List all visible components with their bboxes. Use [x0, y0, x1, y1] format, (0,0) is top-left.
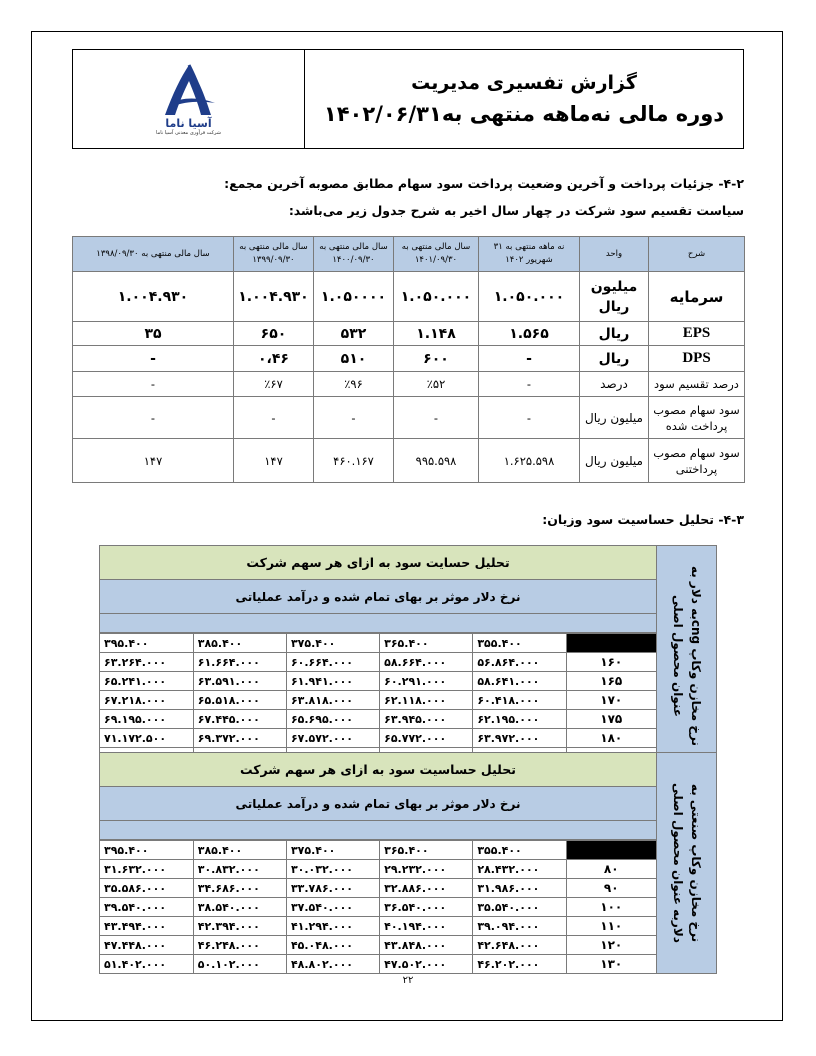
- sensitivity-grid: [100, 840, 656, 973]
- sensitivity-body: [100, 546, 656, 766]
- table-cell: ۳۰.۰۳۲.۰۰۰: [286, 860, 379, 879]
- dollar-rate: ۳۸۵.۴۰۰: [193, 634, 286, 653]
- table-row: [73, 346, 745, 372]
- table-cell: ۶۵.۲۴۱.۰۰۰: [100, 672, 193, 691]
- table-cell: ۲۸.۴۳۲.۰۰۰: [473, 860, 566, 879]
- table-cell: ۶۹.۱۹۵.۰۰۰: [100, 710, 193, 729]
- table-cell: ۶۹.۳۷۲.۰۰۰: [193, 729, 286, 748]
- dollar-rate: ۳۹۵.۴۰۰: [100, 634, 193, 653]
- table-cell: ۳۶.۵۴۰.۰۰۰: [380, 898, 473, 917]
- table-cell: -: [314, 397, 394, 439]
- table-row: [100, 917, 656, 936]
- sensitivity-body: [100, 753, 656, 973]
- product-rate: ۱۷۰: [566, 691, 656, 710]
- table-cell: ۳۲.۸۸۶.۰۰۰: [380, 879, 473, 898]
- sensitivity-table-industrial: [99, 752, 717, 974]
- table-cell: -: [73, 372, 234, 397]
- table-cell: ۱.۰۵۰۰۰۰: [314, 272, 394, 322]
- company-logo: [73, 50, 305, 148]
- row-unit: درصد: [580, 372, 649, 397]
- product-rate: ۱۳۰: [566, 955, 656, 974]
- row-unit: میلیون ریال: [580, 439, 649, 483]
- dollar-rate: ۳۷۵.۴۰۰: [286, 841, 379, 860]
- table-cell: -: [479, 372, 580, 397]
- product-rate: ۱۱۰: [566, 917, 656, 936]
- page-number: ۲۲: [402, 975, 414, 986]
- table-cell: -: [73, 397, 234, 439]
- table-cell: ۴۶۰.۱۶۷: [314, 439, 394, 483]
- table-cell: ۵۶.۸۶۴.۰۰۰: [473, 653, 566, 672]
- product-rate: ۱۲۰: [566, 936, 656, 955]
- table-cell: ۴۰.۱۹۴.۰۰۰: [380, 917, 473, 936]
- section-4-2-intro: سیاست تقسیم سود شرکت در چهار سال اخیر به شرح جدول زیر می‌باشد:: [288, 203, 744, 218]
- column-header: واحد: [580, 237, 649, 272]
- table-cell: ۴۷.۴۴۸.۰۰۰: [100, 936, 193, 955]
- product-rate: ۱۰۰: [566, 898, 656, 917]
- table-cell: ۳۰.۸۳۲.۰۰۰: [193, 860, 286, 879]
- table-row: [100, 653, 656, 672]
- row-unit: ریال: [580, 346, 649, 372]
- table-cell: -: [479, 346, 580, 372]
- dollar-rate: ۳۶۵.۴۰۰: [380, 634, 473, 653]
- table-cell: ۱.۰۰۴.۹۳۰: [234, 272, 314, 322]
- table-cell: ۴۲.۳۹۴.۰۰۰: [193, 917, 286, 936]
- table-cell: ۶۰.۴۱۸.۰۰۰: [473, 691, 566, 710]
- table-cell: ۱.۰۰۴.۹۳۰: [73, 272, 234, 322]
- table-cell: ۳۱.۹۸۶.۰۰۰: [473, 879, 566, 898]
- product-rate: ۱۸۰: [566, 729, 656, 748]
- product-rate: ۱۶۵: [566, 672, 656, 691]
- report-title: گزارش تفسیری مدیریت: [411, 72, 637, 94]
- row-unit: میلیون ریال: [580, 397, 649, 439]
- table-row: [73, 397, 745, 439]
- column-header: سال مالی منتهی به ۱۳۹۸/۰۹/۳۰: [73, 237, 234, 272]
- table-cell: ۱.۵۶۵: [479, 322, 580, 346]
- dollar-rate-row: [100, 634, 656, 653]
- table-row: [100, 710, 656, 729]
- report-period: دوره مالی نه‌ماهه منتهی به۱۴۰۲/۰۶/۳۱: [323, 102, 725, 126]
- table-cell: ٪۶۷: [234, 372, 314, 397]
- table-cell: ۴۷.۵۰۲.۰۰۰: [380, 955, 473, 974]
- table-cell: ۶۳.۹۴۵.۰۰۰: [380, 710, 473, 729]
- sensitivity-subtitle: نرخ دلار موثر بر بهای تمام شده و درآمد عملیاتی: [100, 580, 656, 614]
- table-cell: ۶۳.۹۷۲.۰۰۰: [473, 729, 566, 748]
- table-row: [73, 372, 745, 397]
- report-header: [72, 49, 744, 149]
- sensitivity-grid: [100, 633, 656, 766]
- table-cell: ۱.۶۲۵.۵۹۸: [479, 439, 580, 483]
- dividend-policy-table: [72, 236, 745, 483]
- table-cell: ۶۷.۲۱۸.۰۰۰: [100, 691, 193, 710]
- table-row: [100, 860, 656, 879]
- table-cell: ۳۴.۶۸۶.۰۰۰: [193, 879, 286, 898]
- table-cell: ۶۱.۹۴۱.۰۰۰: [286, 672, 379, 691]
- table-row: [73, 322, 745, 346]
- sensitivity-side-label: [656, 753, 716, 973]
- product-rate: ۱۷۵: [566, 710, 656, 729]
- row-unit: میلیون ریال: [580, 272, 649, 322]
- column-header: سال مالی منتهی به ۱۴۰۰/۰۹/۳۰: [314, 237, 394, 272]
- table-cell: ۱.۱۴۸: [394, 322, 479, 346]
- table-row: [100, 936, 656, 955]
- dollar-rate: ۳۷۵.۴۰۰: [286, 634, 379, 653]
- table-cell: ۲۹.۲۳۲.۰۰۰: [380, 860, 473, 879]
- table-cell: ۳۹.۰۹۴.۰۰۰: [473, 917, 566, 936]
- table-cell: ٪۵۲: [394, 372, 479, 397]
- table-cell: ۶۲.۱۱۸.۰۰۰: [380, 691, 473, 710]
- table-cell: ۴۸.۸۰۲.۰۰۰: [286, 955, 379, 974]
- table-cell: ۶۵۰: [234, 322, 314, 346]
- table-cell: -: [234, 397, 314, 439]
- column-header: شرح: [649, 237, 745, 272]
- row-label: سود سهام مصوب پرداختنی: [649, 439, 745, 483]
- table-cell: ۵۰.۱۰۲.۰۰۰: [193, 955, 286, 974]
- table-cell: ۳۹.۵۴۰.۰۰۰: [100, 898, 193, 917]
- table-cell: ۵۱.۴۰۲.۰۰۰: [100, 955, 193, 974]
- table-row: [73, 272, 745, 322]
- section-4-3-heading: ۴-۳- تحلیل حساسیت سود وزیان:: [542, 512, 744, 527]
- table-cell: ۰،۴۶: [234, 346, 314, 372]
- table-cell: ۶۰۰: [394, 346, 479, 372]
- row-label: سرمایه: [649, 272, 745, 322]
- dollar-rate: ۳۹۵.۴۰۰: [100, 841, 193, 860]
- table-cell: ۴۶.۲۰۲.۰۰۰: [473, 955, 566, 974]
- row-unit: ریال: [580, 322, 649, 346]
- section-4-2-heading: ۴-۲- جزئیات پرداخت و آخرین وضعیت پرداخت سود سهام مطابق مصوبه آخرین مجمع:: [224, 176, 744, 191]
- table-cell: ۳۵.۵۴۰.۰۰۰: [473, 898, 566, 917]
- row-label: سود سهام مصوب پرداخت شده: [649, 397, 745, 439]
- table-row: [100, 879, 656, 898]
- table-cell: ۱.۰۵۰.۰۰۰: [394, 272, 479, 322]
- table-cell: ۶۰.۶۶۴.۰۰۰: [286, 653, 379, 672]
- table-cell: ۶۲.۱۹۵.۰۰۰: [473, 710, 566, 729]
- table-cell: ۵۸.۶۴۱.۰۰۰: [473, 672, 566, 691]
- table-cell: ۶۰.۲۹۱.۰۰۰: [380, 672, 473, 691]
- table-row: [100, 672, 656, 691]
- table-cell: ۹۹۵.۵۹۸: [394, 439, 479, 483]
- table-cell: ۴۳.۴۹۴.۰۰۰: [100, 917, 193, 936]
- table-cell: ۶۵.۵۱۸.۰۰۰: [193, 691, 286, 710]
- spacer-row: [100, 614, 656, 633]
- table-cell: ۴۳.۸۴۸.۰۰۰: [380, 936, 473, 955]
- table-cell: ۶۵.۶۹۵.۰۰۰: [286, 710, 379, 729]
- table-cell: -: [479, 397, 580, 439]
- spacer-row: [100, 821, 656, 840]
- table-row: [100, 691, 656, 710]
- logo-tagline: شرکت فرآوری معدنی آسیا ناما: [156, 129, 221, 136]
- table-cell: ۶۳.۲۶۴.۰۰۰: [100, 653, 193, 672]
- product-rate: ۱۶۰: [566, 653, 656, 672]
- table-row: [73, 439, 745, 483]
- dollar-rate: ۳۶۵.۴۰۰: [380, 841, 473, 860]
- table-row: [100, 898, 656, 917]
- table-cell: ۳۵: [73, 322, 234, 346]
- sensitivity-table-cng: [99, 545, 717, 767]
- table-cell: ۳۸.۵۴۰.۰۰۰: [193, 898, 286, 917]
- table-cell: ۷۱.۱۷۲.۵۰۰: [100, 729, 193, 748]
- corner-cell: [566, 841, 656, 860]
- table-cell: ۶۷.۴۴۵.۰۰۰: [193, 710, 286, 729]
- table-header-row: [73, 237, 745, 272]
- row-label: DPS: [649, 346, 745, 372]
- side-label-text: نرخ مخازن وکاپ صنعتی به دلاربه عنوان محصول اصلی: [670, 783, 703, 943]
- dollar-rate: ۳۵۵.۴۰۰: [473, 634, 566, 653]
- table-cell: ۴۶.۲۴۸.۰۰۰: [193, 936, 286, 955]
- column-header: سال مالی منتهی به ۱۴۰۱/۰۹/۳۰: [394, 237, 479, 272]
- table-cell: ۶۵.۷۷۲.۰۰۰: [380, 729, 473, 748]
- table-cell: ۴۲.۶۴۸.۰۰۰: [473, 936, 566, 955]
- table-cell: ۶۱.۶۶۴.۰۰۰: [193, 653, 286, 672]
- corner-cell: [566, 634, 656, 653]
- sensitivity-side-label: [656, 546, 716, 766]
- logo-a-icon: [159, 63, 219, 121]
- table-cell: ۶۷.۵۷۲.۰۰۰: [286, 729, 379, 748]
- dollar-rate: ۳۸۵.۴۰۰: [193, 841, 286, 860]
- table-cell: ۵۸.۶۶۴.۰۰۰: [380, 653, 473, 672]
- table-row: [100, 729, 656, 748]
- column-header: سال مالی منتهی به ۱۳۹۹/۰۹/۳۰: [234, 237, 314, 272]
- table-cell: ۱.۰۵۰.۰۰۰: [479, 272, 580, 322]
- row-label: درصد تقسیم سود: [649, 372, 745, 397]
- sensitivity-title: تحلیل حسایت سود به ازای هر سهم شرکت: [100, 546, 656, 580]
- dollar-rate: ۳۵۵.۴۰۰: [473, 841, 566, 860]
- column-header: نه ماهه منتهی به ۳۱ شهریور ۱۴۰۲: [479, 237, 580, 272]
- dollar-rate-row: [100, 841, 656, 860]
- table-cell: ۴۵.۰۴۸.۰۰۰: [286, 936, 379, 955]
- header-title-block: [305, 50, 743, 148]
- table-cell: ۴۱.۲۹۴.۰۰۰: [286, 917, 379, 936]
- table-cell: ۳۷.۵۴۰.۰۰۰: [286, 898, 379, 917]
- table-cell: ۶۳.۸۱۸.۰۰۰: [286, 691, 379, 710]
- table-cell: -: [394, 397, 479, 439]
- table-cell: ۵۳۲: [314, 322, 394, 346]
- logo-name: آسیا ناما: [165, 116, 212, 130]
- table-cell: ۳۵.۵۸۶.۰۰۰: [100, 879, 193, 898]
- table-cell: ٪۹۶: [314, 372, 394, 397]
- table-row: [100, 955, 656, 974]
- table-cell: ۱۴۷: [234, 439, 314, 483]
- table-cell: ۱۴۷: [73, 439, 234, 483]
- table-cell: ۳۳.۷۸۶.۰۰۰: [286, 879, 379, 898]
- table-cell: ۶۳.۵۹۱.۰۰۰: [193, 672, 286, 691]
- table-cell: ۵۱۰: [314, 346, 394, 372]
- table-cell: -: [73, 346, 234, 372]
- sensitivity-title: تحلیل حساسیت سود به ازای هر سهم شرکت: [100, 753, 656, 787]
- side-label-text: نرخ مخازن وکاپ cngبه دلار به عنوان محصول اصلی: [670, 565, 703, 747]
- sensitivity-subtitle: نرخ دلار موثر بر بهای تمام شده و درآمد عملیاتی: [100, 787, 656, 821]
- product-rate: ۹۰: [566, 879, 656, 898]
- row-label: EPS: [649, 322, 745, 346]
- product-rate: ۸۰: [566, 860, 656, 879]
- table-cell: ۳۱.۶۳۲.۰۰۰: [100, 860, 193, 879]
